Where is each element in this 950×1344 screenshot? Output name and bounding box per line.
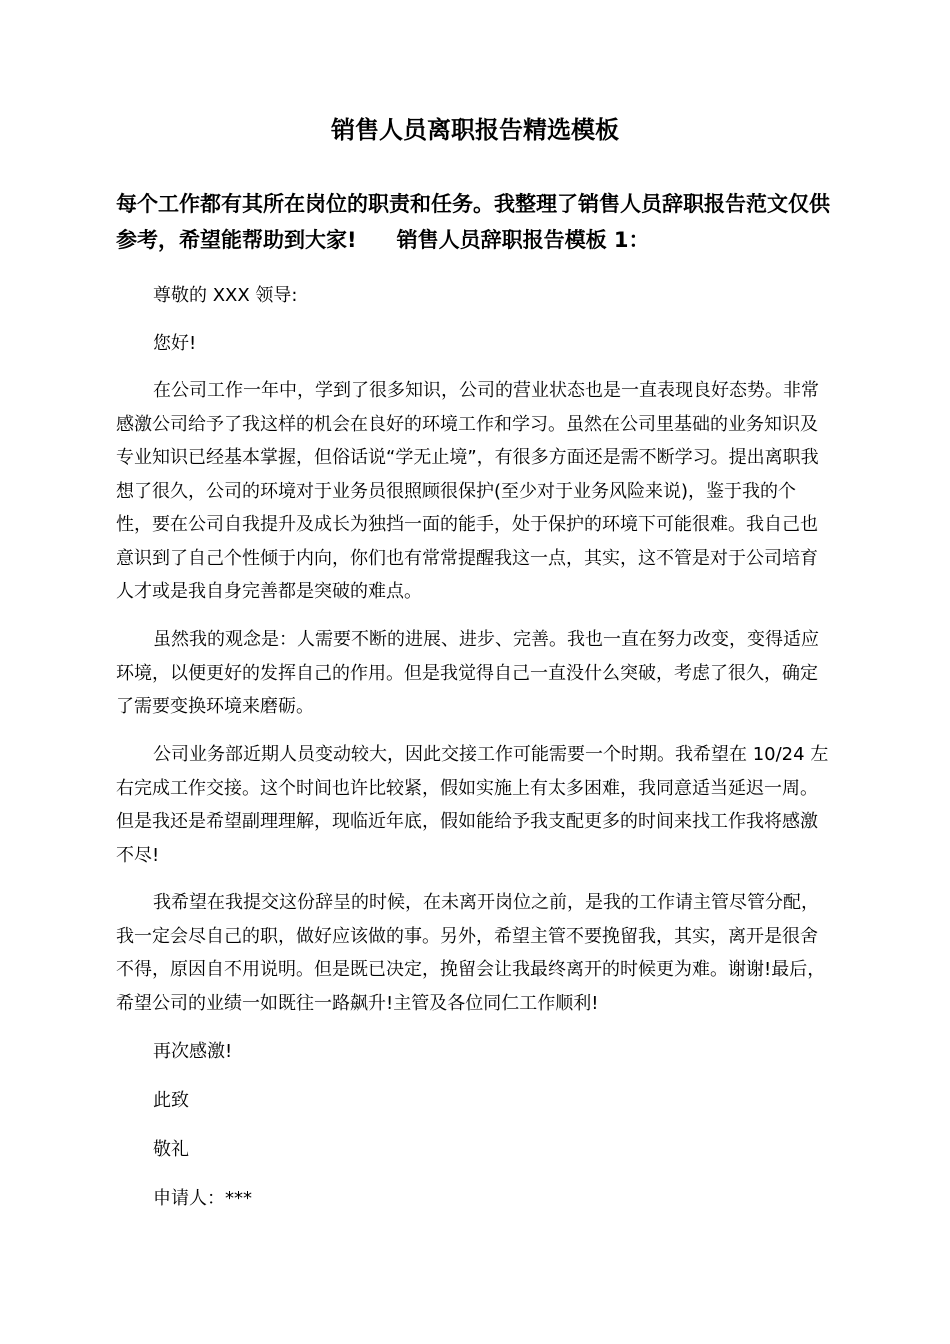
document-title: 销售人员离职报告精选模板 [331, 116, 619, 144]
template-heading: 销售人员辞职报告模板 1： [396, 228, 650, 252]
body-paragraph-1: 在公司工作一年中，学到了很多知识，公司的营业状态也是一直表现良好态势。非常感激公司给予了我这样的机会在良好的环境工作和学习。虽然在公司里基础的业务知识及专业知识已经基本掌握，但俗话说“学无止境”，有很多方面还是需不断学习。提出离职我想了很久，公司的环境对于业务员很照顾很保护(至少对于业务风险来说)，鉴于我的个性，要在公司自我提升及成长为独挡一面的能手，处于保护的环境下可能很难。我自己也意识到了自己个性倾于内向，你们也有常常提醒我这一点，其实，这不管是对于公司培育人才或是我自身完善都是突破的难点。 [116, 380, 819, 602]
applicant-line: 申请人：*** [153, 1188, 252, 1209]
greeting-line: 尊敬的 XXX 领导: [153, 285, 298, 306]
intro-text: 每个工作都有其所在岗位的职责和任务。我整理了销售人员辞职报告范文仅供参考，希望能帮助到大家! [116, 192, 830, 252]
body-paragraph-2: 虽然我的观念是：人需要不断的进展、进步、完善。我也一直在努力改变，变得适应环境，以便更好的发挥自己的作用。但是我觉得自己一直没什么突破，考虑了很久，确定了需要变换环境来磨砺。 [116, 629, 819, 717]
closing-line-2: 敬礼 [153, 1139, 189, 1160]
thanks-again-line: 再次感激! [153, 1041, 233, 1062]
closing-line-1: 此致 [153, 1090, 189, 1111]
body-paragraph-3: 公司业务部近期人员变动较大，因此交接工作可能需要一个时期。我希望在 10/24 左右完成工作交接。这个时间也许比较紧，假如实施上有太多困难，我同意适当延迟一周。但是我还是希望副理理解，现临近年底，假如能给予我支配更多的时间来找工作我将感激不尽! [116, 744, 829, 866]
hello-line: 您好! [153, 333, 197, 354]
body-paragraph-4: 我希望在我提交这份辞呈的时候，在未离开岗位之前，是我的工作请主管尽管分配，我一定会尽自己的职，做好应该做的事。另外，希望主管不要挽留我，其实，离开是很舍不得，原因自不用说明。但是既已决定，挽留会让我最终离开的时候更为难。谢谢!最后，希望公司的业绩一如既往一路飙升!主管及各位同仁工作顺利! [116, 892, 826, 1014]
intro-paragraph [116, 186, 836, 258]
